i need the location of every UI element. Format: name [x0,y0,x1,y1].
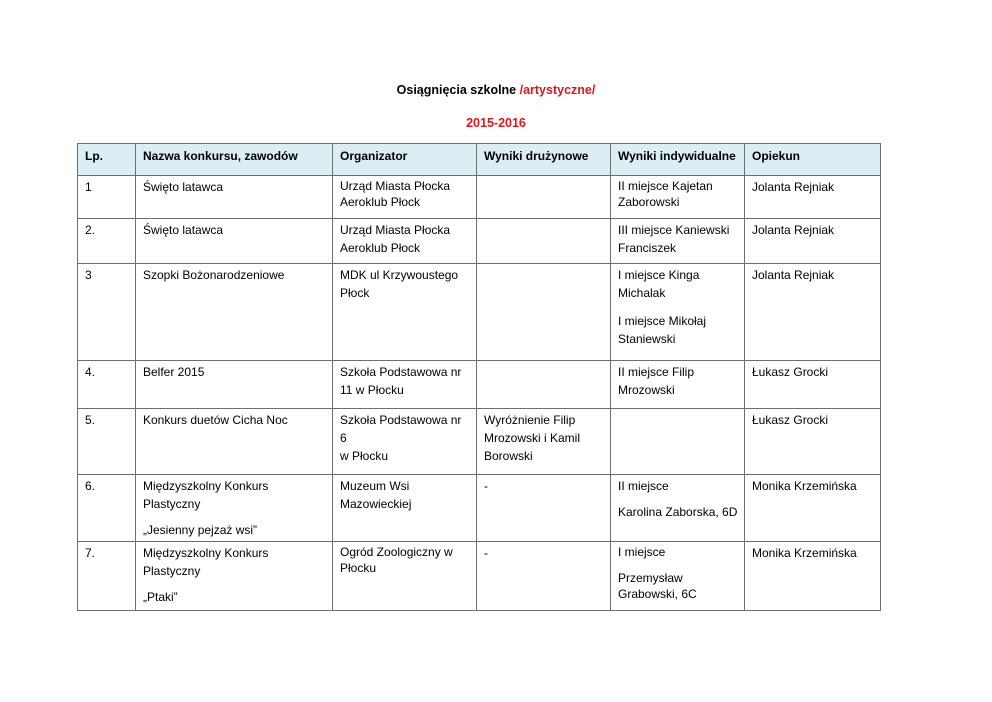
cell-lp: 2. [78,219,136,264]
table-row [78,176,881,219]
table-header-row [78,144,881,176]
header-lp: Lp. [78,144,136,176]
table-row [78,219,881,264]
cell-competition-name: Święto latawca [136,176,333,219]
cell-lp: 7. [78,542,136,611]
cell-tutor: Jolanta Rejniak [745,176,881,219]
title-highlight: /artystyczne/ [519,83,596,97]
cell-lp: 5. [78,409,136,475]
cell-team-results [477,176,611,219]
cell-competition-name: Belfer 2015 [136,361,333,409]
cell-competition-name: Święto latawca [136,219,333,264]
cell-lp: 1 [78,176,136,219]
cell-lp: 4. [78,361,136,409]
header-team-results: Wyniki drużynowe [477,144,611,176]
title-main: Osiągnięcia szkolne [396,83,520,97]
cell-organizer: Szkoła Podstawowa nr 6 w Płocku [333,409,477,475]
cell-individual-results: III miejsce Kaniewski Franciszek [611,219,745,264]
cell-lp: 6. [78,475,136,542]
table-row [78,409,881,475]
cell-tutor: Łukasz Grocki [745,361,881,409]
cell-individual-results: I miejsce Przemysław Grabowski, 6C [611,542,745,611]
table-row [78,542,881,611]
table-row [78,361,881,409]
cell-tutor: Monika Krzemińska [745,542,881,611]
table-row [78,475,881,542]
cell-organizer: Muzeum Wsi Mazowieckiej [333,475,477,542]
document-year: 2015-2016 [466,116,526,130]
cell-team-results [477,361,611,409]
header-organizer: Organizator [333,144,477,176]
header-tutor: Opiekun [745,144,881,176]
cell-individual-results: II miejsce Filip Mrozowski [611,361,745,409]
cell-organizer: Ogród Zoologiczny w Płocku [333,542,477,611]
cell-competition-name: Konkurs duetów Cicha Noc [136,409,333,475]
cell-team-results: Wyróżnienie Filip Mrozowski i Kamil Borowski [477,409,611,475]
header-individual-results: Wyniki indywidualne [611,144,745,176]
cell-organizer: MDK ul Krzywoustego Płock [333,264,477,361]
cell-tutor: Łukasz Grocki [745,409,881,475]
document-title [0,83,992,97]
cell-tutor: Jolanta Rejniak [745,219,881,264]
cell-tutor: Monika Krzemińska [745,475,881,542]
cell-individual-results: II miejsce Kajetan Zaborowski [611,176,745,219]
header-competition-name: Nazwa konkursu, zawodów [136,144,333,176]
cell-team-results: - [477,542,611,611]
cell-individual-results: I miejsce Kinga Michalak I miejsce Mikołaj Staniewski [611,264,745,361]
cell-competition-name: Szopki Bożonarodzeniowe [136,264,333,361]
table-row [78,264,881,361]
cell-organizer: Urząd Miasta Płocka Aeroklub Płock [333,219,477,264]
cell-team-results [477,219,611,264]
cell-individual-results: II miejsce Karolina Zaborska, 6D [611,475,745,542]
cell-lp: 3 [78,264,136,361]
cell-competition-name: Międzyszkolny Konkurs Plastyczny „Jesienny pejzaż wsi” [136,475,333,542]
cell-organizer: Szkoła Podstawowa nr 11 w Płocku [333,361,477,409]
cell-tutor: Jolanta Rejniak [745,264,881,361]
achievements-table [77,143,881,611]
cell-team-results [477,264,611,361]
cell-competition-name: Międzyszkolny Konkurs Plastyczny „Ptaki” [136,542,333,611]
cell-organizer: Urząd Miasta Płocka Aeroklub Płock [333,176,477,219]
cell-individual-results [611,409,745,475]
cell-team-results: - [477,475,611,542]
